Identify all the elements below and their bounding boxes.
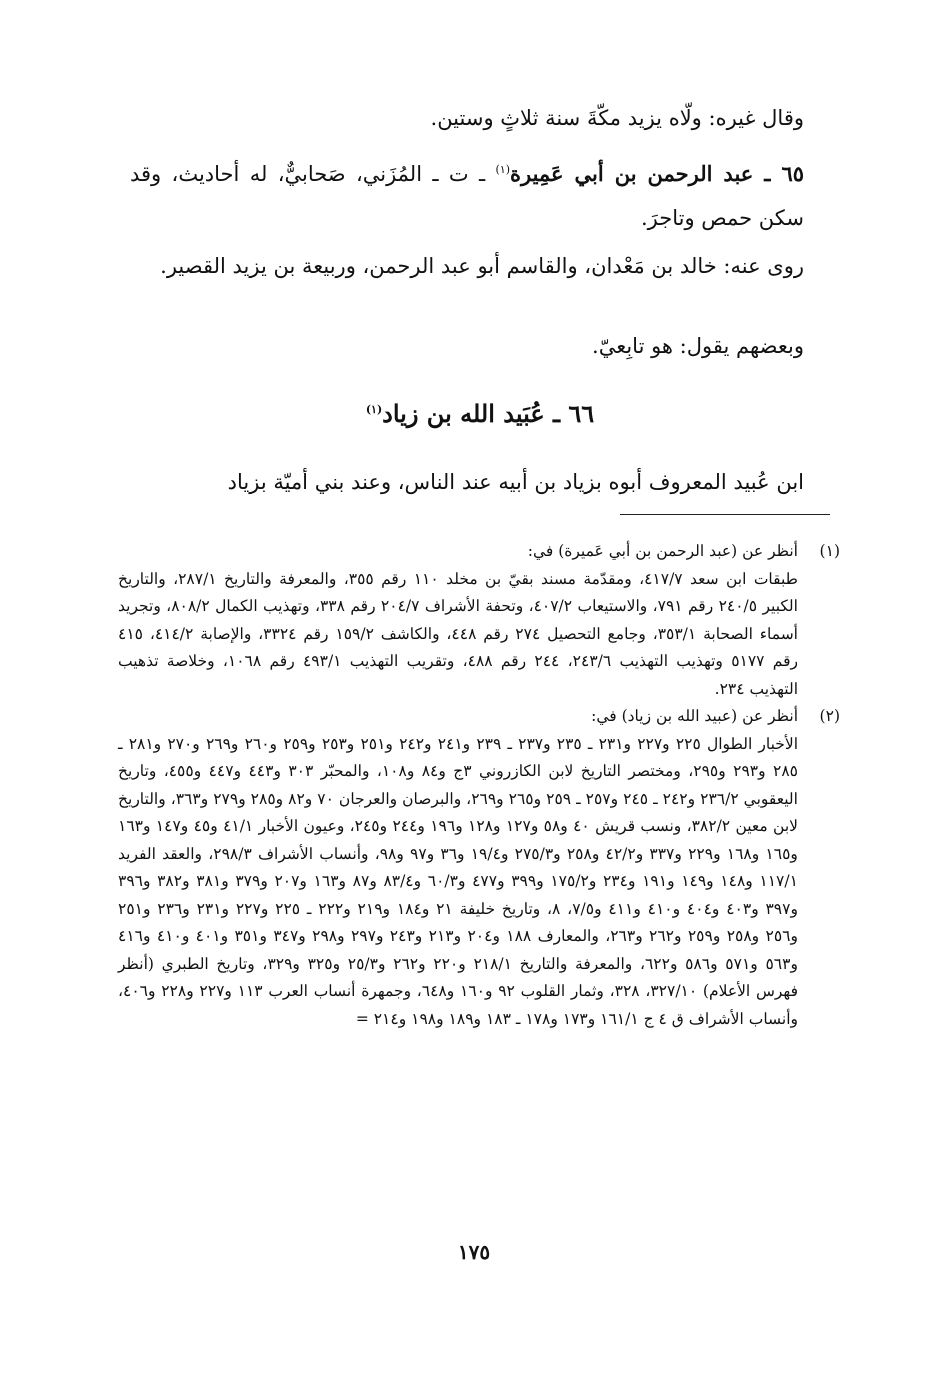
footnote-ref-1b[interactable]: (١) [365,403,383,416]
paragraph-text: وقال غيره: ولّاه يزيد مكّةَ سنة ثلاثٍ وستين. [430,106,804,130]
paragraph-text: وبعضهم يقول: هو تابِعيّ. [592,334,804,358]
entry-65-text: ـ ت ـ المُزَني، صَحابيٌّ، له أحاديث، وقد سكن حمص وتاجرَ. [130,162,804,230]
entry-66-heading [130,392,830,436]
paragraph-ibn-ubayd [130,460,830,504]
entry-65 [130,152,830,240]
footnote-label: (٢) [819,707,840,725]
paragraph-tabii [130,324,830,368]
entry-65-title: ٦٥ ـ عبد الرحمن بن أبي عَمِيرة [509,161,804,186]
footnote-separator [620,514,830,515]
entry-66-title: ٦٦ ـ عُبَيد الله بن زياد [382,399,595,428]
footnote-2 [118,703,840,1033]
paragraph-text: ابن عُبيد المعروف أبوه بزياد بن أبيه عند الناس، وعند بني أميّة بزياد [227,470,804,494]
footnote-ref-1[interactable]: (١) [495,163,510,176]
footnote-text: الأخبار الطوال ٢٢٥ و٢٢٧ و٢٣١ ـ ٢٣٥ و٢٣٧ ـ ٢٣٩ و٢٤١ و٢٤٢ و٢٥١ و٢٥٣ و٢٥٩ و٢٦٠ و٢٦٩ و٢٧٠ و٢٨١ ـ ٢٨٥ و٢٩٣ و٢٩٥، ومختصر التاريخ لابن الكازروني ٣ج و٨٤ و١٠٨، والمحبّر ٣٠٣ و٤٤٣ و٤٤٧ و٤٥٥، وتاريخ اليعقوبي ٢٣٦/٢ و٢٤٢ ـ ٢٤٥ و٢٥٧ ـ ٢٥٩ و٢٦٥ و٢٦٩، والبرصان والعرجان ٧٠ و٨٢ و٢٨٥ و٢٧٩ و٣٦٣، والتاريخ لابن معين ٣٨٢/٢، ونسب قريش ٤٠ و٥٨ و١٢٧ و١٢٨ و١٩٦ و٢٤٤ و٢٤٥، وعيون الأخبار ٤١/١ و٤٥ و١٤٧ و١٦٣ و١٦٥ و١٦٨ و٢٢٩ و٣٣٧ و٤٢/٢ و٢٥٨ و٢٧٥/٣ و١٩/٤ و٣٦ و٩٧ و٩٨، وأنساب الأشراف ٢٩٨/٣، والعقد الفريد ١١٧/١ و١٤٨ و١٤٩ و١٩١ و٢٣٤ و١٧٥/٢ و٣٩٩ و٤٧٧ و٦٠/٣ و٨٣/٤ و٨٧ و١٦٣ و٢٠٧ و٣٧٩ و٣٨١ و٣٨٢ و٣٩٦ و٣٩٧ و٤٠٣ و٤٠٤ و٤١٠ و٤١١ و٧/٥، ٨، وتاريخ خليفة ٢١ و١٨٤ و٢١٩ و٢٢٢ ـ ٢٢٥ و٢٢٧ و٢٣١ و٢٣٦ و٢٥١ و٢٥٦ و٢٥٨ و٢٥٩ و٢٦٢ و٢٦٣، والمعارف ١٨٨ و٢٠٤ و٢١٣ و٢٤٣ و٢٩٧ و٢٩٨ و٣٤٧ و٣٥١ و٤٠١ و٤١٠ و٤١٦ و٥٦٣ و٥٧١ و٥٨٦ و٦٢٢، والمعرفة والتاريخ ٢١٨/١ و٢٢٠ و٢٦٢ و٢٥/٣ و٣٢٥ و٣٢٩، وتاريخ الطبري (أنظر فهرس الأعلام) ٣٢٧/١٠، ٣٢٨، وثمار القلوب ٩٢ و١٦٠ و٦٤٨، وجمهرة أنساب العرب ١١٣ و٢٢٧ و٢٢٨ و٤٠٦، وأنساب الأشراف ق ٤ ج ١٦١/١ و١٧٣ و١٧٨ ـ ١٨٣ و١٨٩ و١٩٨ و٢١٤ = [118,734,799,1028]
footnote-intro: أنظر عن (عبد الرحمن بن أبي عَميرة) في: [527,542,798,560]
footnote-1 [118,538,840,703]
paragraph-narrators [130,244,830,288]
paragraph-walahu-yazid [130,96,830,140]
footnote-label: (١) [819,542,840,560]
footnote-text: طبقات ابن سعد ٤١٧/٧، ومقدّمة مسند بقيّ بن مخلد ١١٠ رقم ٣٥٥، والمعرفة والتاريخ ٢٨٧/١، والتاريخ الكبير ٢٤٠/٥ رقم ٧٩١، والاستيعاب ٤٠٧/٢، وتحفة الأشراف ٢٠٤/٧ رقم ٣٣٨، وتهذيب الكمال ٨٠٨/٢، وتجريد أسماء الصحابة ٣٥٣/١، وجامع التحصيل ٢٧٤ رقم ٤٤٨، والكاشف ١٥٩/٢ رقم ٣٣٢٤، والإصابة ٤١٤/٢، ٤١٥ رقم ٥١٧٧ وتهذيب التهذيب ٢٤٣/٦، ٢٤٤ رقم ٤٨٨، وتقريب التهذيب ٤٩٣/١ رقم ١٠٦٨، وخلاصة تذهيب التهذيب ٢٣٤. [118,569,798,698]
paragraph-text: روى عنه: خالد بن مَعْدان، والقاسم أبو عبد الرحمن، وربيعة بن يزيد القصير. [160,254,804,278]
footnote-intro: أنظر عن (عبيد الله بن زياد) في: [591,707,798,725]
page-number: ١٧٥ [457,1240,491,1264]
footnotes [118,538,840,1033]
